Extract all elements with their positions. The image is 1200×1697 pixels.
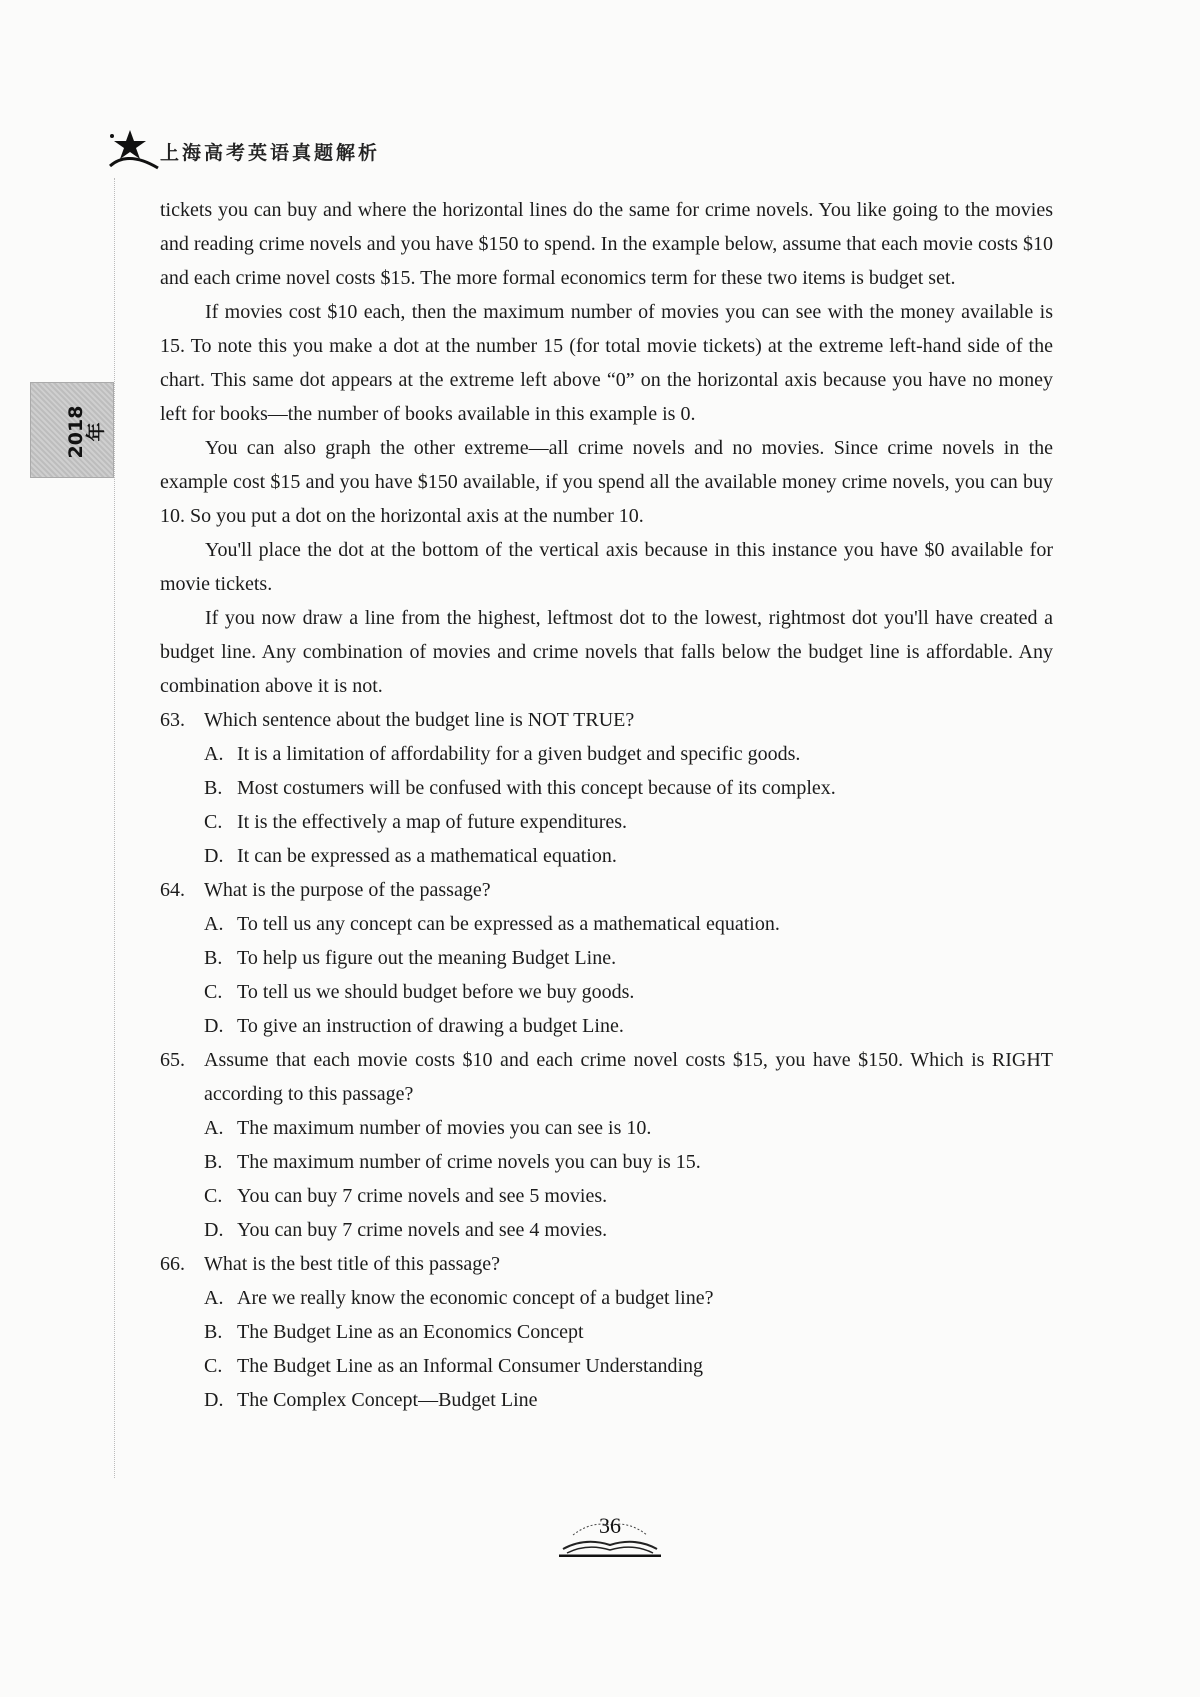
question-65 (160, 1043, 1053, 1247)
option-text: You can buy 7 crime novels and see 5 movies. (237, 1185, 608, 1207)
option-text: To help us figure out the meaning Budget Line. (237, 947, 617, 969)
option-d (204, 1213, 1053, 1247)
question-number: 64. (160, 879, 185, 901)
paragraph: tickets you can buy and where the horizontal lines do the same for crime novels. You like going to the movies and reading crime novels and you have $150 to spend. In the example below, assume that each movie costs $10 and each crime novel costs $15. The more formal economics term for these two items is budget set. (160, 199, 1053, 289)
question-number: 63. (160, 709, 185, 731)
option-letter: A. (204, 913, 224, 935)
header-title: 上海高考英语真题解析 (160, 142, 381, 164)
option-c (204, 805, 1053, 839)
option-b (204, 771, 1053, 805)
option-letter: C. (204, 981, 223, 1003)
option-text: To give an instruction of drawing a budget Line. (237, 1015, 624, 1037)
question-stem: Assume that each movie costs $10 and each crime novel costs $15, you have $150. Which is RIGHT according to this passage? (204, 1049, 1053, 1105)
option-d (204, 1383, 1053, 1417)
option-letter: A. (204, 1117, 224, 1139)
option-letter: C. (204, 1355, 223, 1377)
star-swoosh-icon (108, 126, 168, 176)
option-text: The maximum number of crime novels you can buy is 15. (237, 1151, 701, 1173)
paragraph: You can also graph the other extreme—all crime novels and no movies. Since crime novels in the example cost $15 and you have $150 available, if you spend all the available money crime novels, you can buy 10. So you put a dot on the horizontal axis at the number 10. (160, 437, 1053, 527)
option-text: To tell us any concept can be expressed as a mathematical equation. (237, 913, 780, 935)
option-text: It can be expressed as a mathematical equation. (237, 845, 617, 867)
option-text: It is the effectively a map of future expenditures. (237, 811, 628, 833)
option-b (204, 1315, 1053, 1349)
option-letter: B. (204, 947, 223, 969)
option-text: Are we really know the economic concept of a budget line? (237, 1287, 714, 1309)
option-text: The Budget Line as an Informal Consumer Understanding (237, 1355, 703, 1377)
year-label: 2018年 (65, 405, 107, 459)
question-stem: What is the best title of this passage? (204, 1253, 501, 1275)
option-b (204, 1145, 1053, 1179)
option-b (204, 941, 1053, 975)
option-letter: D. (204, 1219, 224, 1241)
option-c (204, 1349, 1053, 1383)
option-a (204, 737, 1053, 771)
option-letter: C. (204, 811, 223, 833)
option-letter: B. (204, 1321, 223, 1343)
option-letter: D. (204, 1015, 224, 1037)
paragraph: If movies cost $10 each, then the maximum number of movies you can see with the money available is 15. To note this you make a dot at the number 15 (for total movie tickets) at the extreme left-hand side of the chart. This same dot appears at the extreme left above “0” on the horizontal axis because you have no money left for books—the number of books available in this example is 0. (160, 301, 1053, 425)
question-63 (160, 703, 1053, 873)
question-number: 66. (160, 1253, 185, 1275)
option-text: You can buy 7 crime novels and see 4 movies. (237, 1219, 608, 1241)
question-64 (160, 873, 1053, 1043)
page-footer (555, 1513, 665, 1557)
option-letter: A. (204, 1287, 224, 1309)
option-letter: B. (204, 1151, 223, 1173)
question-66 (160, 1247, 1053, 1417)
option-letter: C. (204, 1185, 223, 1207)
page-header (108, 126, 528, 176)
option-letter: B. (204, 777, 223, 799)
option-a (204, 907, 1053, 941)
paragraph: You'll place the dot at the bottom of the vertical axis because in this instance you have $0 available for movie tickets. (160, 539, 1053, 595)
option-a (204, 1111, 1053, 1145)
option-text: The maximum number of movies you can see is 10. (237, 1117, 652, 1139)
page-number: 36 (599, 1513, 621, 1538)
option-d (204, 1009, 1053, 1043)
question-number: 65. (160, 1049, 185, 1071)
option-text: To tell us we should budget before we buy goods. (237, 981, 635, 1003)
margin-divider (114, 178, 115, 1478)
question-stem: What is the purpose of the passage? (204, 879, 491, 901)
option-text: The Complex Concept—Budget Line (237, 1389, 538, 1411)
option-c (204, 1179, 1053, 1213)
question-stem: Which sentence about the budget line is NOT TRUE? (204, 709, 635, 731)
option-letter: A. (204, 743, 224, 765)
option-text: Most costumers will be confused with this concept because of its complex. (237, 777, 836, 799)
option-a (204, 1281, 1053, 1315)
option-text: The Budget Line as an Economics Concept (237, 1321, 584, 1343)
option-d (204, 839, 1053, 873)
passage-content (160, 193, 1053, 1417)
option-c (204, 975, 1053, 1009)
paragraph: If you now draw a line from the highest, leftmost dot to the lowest, rightmost dot you'll have created a budget line. Any combination of movies and crime novels that falls below the budget line is affordable. Any combination above it is not. (160, 607, 1053, 697)
option-letter: D. (204, 1389, 224, 1411)
option-text: It is a limitation of affordability for a given budget and specific goods. (237, 743, 801, 765)
option-letter: D. (204, 845, 224, 867)
